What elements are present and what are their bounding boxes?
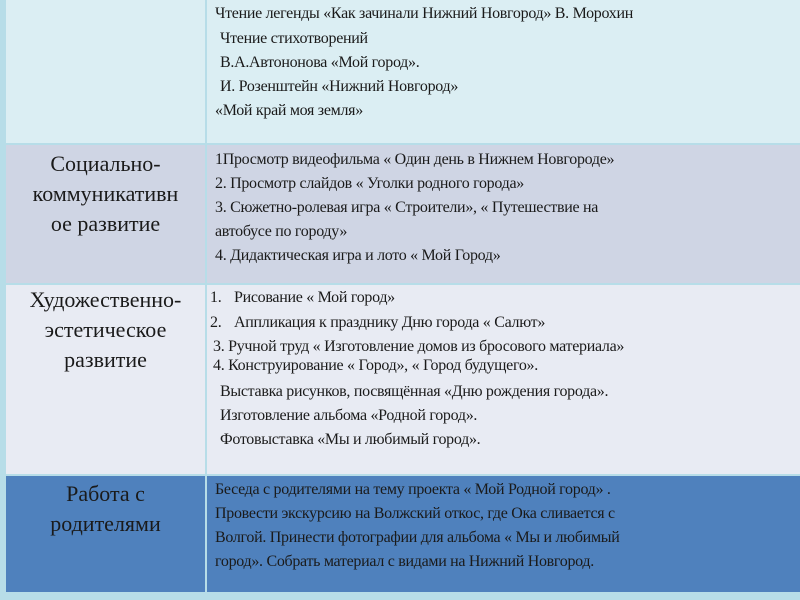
content-line: 2. Просмотр слайдов « Уголки родного города» [215,175,524,192]
list-item [210,314,545,332]
row-label [6,476,205,592]
list-number: 1. [210,289,222,306]
label-line: ое развитие [50,211,161,236]
content-line: Выставка рисунков, посвящённая «Дню рождения города». [220,383,609,400]
row-content [207,145,800,283]
content-line: «Мой край моя земля» [215,102,363,119]
content-line: Изготовление альбома «Родной город». [220,407,478,424]
content-line: город». Собрать материал с видами на Нижний Новгород. [215,553,594,570]
list-number: 2. [210,314,222,331]
table-row-parents [6,476,800,592]
list-text: Аппликация к празднику Дню города « Салют» [234,314,546,331]
content-line: И. Розенштейн «Нижний Новгород» [220,78,459,95]
row-content [207,476,800,592]
row-label [6,285,205,474]
label-line: родителями [50,511,161,536]
row-content [207,0,800,143]
list-text: Рисование « Мой город» [234,289,395,306]
content-line: Чтение легенды «Как зачинали Нижний Новгород» В. Морохин [215,5,634,22]
content-line: Фотовыставка «Мы и любимый город». [220,431,481,448]
content-line: 3. Ручной труд « Изготовление домов из бросового материала» [213,338,625,355]
label-line: эстетическое [44,317,167,342]
label-line: Работа с [66,481,145,506]
row-label-empty [6,0,205,143]
content-line: 4. Дидактическая игра и лото « Мой Город» [215,247,501,264]
content-line: В.А.Автононова «Мой город». [220,54,420,71]
content-line: Волгой. Принести фотографии для альбома « Мы и любимый [215,529,620,546]
table-row-art [6,285,800,474]
content-line: Беседа с родителями на тему проекта « Мой Родной город» . [215,481,611,498]
list-item [210,289,395,307]
content-line: 3. Сюжетно-ролевая игра « Строители», « Путешествие на [215,199,599,216]
content-line: Чтение стихотворений [220,30,368,47]
label-line: коммуникативн [32,181,179,206]
content-line: 1Просмотр видеофильма « Один день в Нижнем Новгороде» [215,151,615,168]
table-row-social [6,145,800,283]
label-line: Художественно- [29,287,182,312]
row-content [207,285,800,474]
row-label [6,145,205,283]
table-row-reading [6,0,800,143]
content-line: Провести экскурсию на Волжский откос, где Ока сливается с [215,505,615,522]
content-line: 4. Конструирование « Город», « Город будущего». [213,357,538,374]
label-line: Социально- [50,151,161,176]
content-line: автобусе по городу» [215,223,348,240]
label-line: развитие [64,347,147,372]
